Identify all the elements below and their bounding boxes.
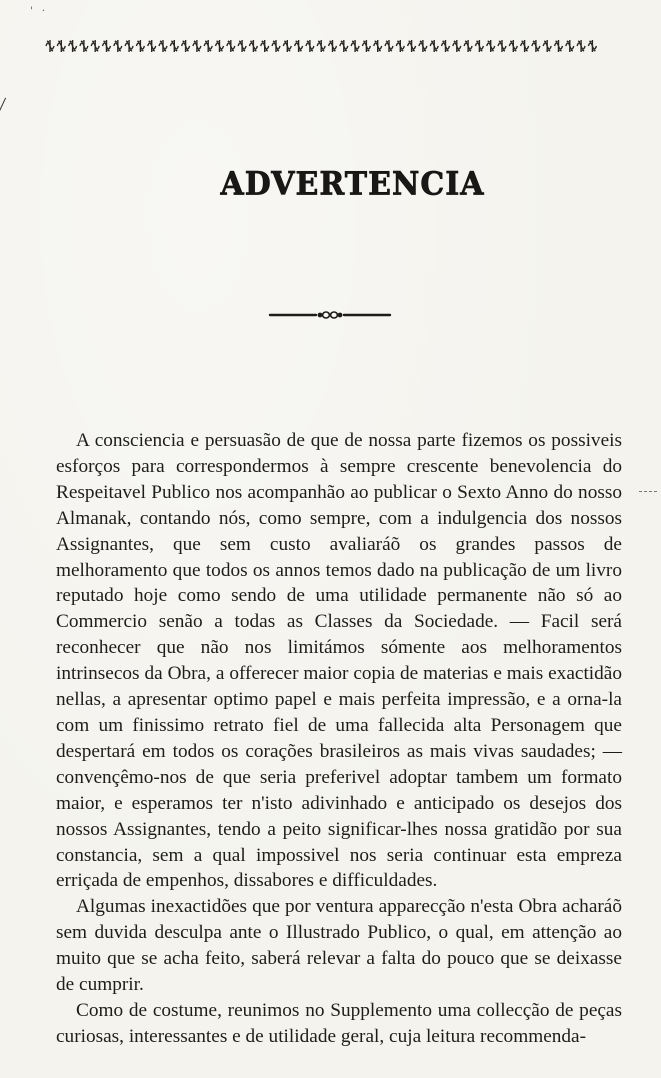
paragraph-3: Como de costume, reunimos no Supplemento uma collecção de peças curiosas, interessantes e de utilidade geral, cuja leitura recommenda- [56,999,622,1047]
ornament-link [442,40,450,52]
ornament-link [193,40,201,52]
page-title: ADVERTENCIA [220,166,485,203]
ornament-link [136,40,144,52]
ornament-link [408,40,416,52]
ornament-link [329,40,337,52]
ornament-link [374,40,382,52]
ornament-link [227,40,235,52]
ornament-link [283,40,291,52]
ornament-link [487,40,495,52]
ornament-link [170,40,178,52]
ornament-link [57,40,65,52]
ornament-link [385,40,393,52]
ornament-link [588,40,596,52]
ornament-link [204,40,212,52]
ornament-link [238,40,246,52]
ornament-link [498,40,506,52]
ornament-link [272,40,280,52]
ornament-link [543,40,551,52]
edge-mark [639,491,657,493]
ornament-link [430,40,438,52]
border-ornament-row [46,40,596,52]
ornament-link [532,40,540,52]
ornament-link [103,40,111,52]
ornament-link [69,40,77,52]
ornament-link [91,40,99,52]
ornament-link [125,40,133,52]
ornament-link [351,40,359,52]
ornament-link [577,40,585,52]
ornament-link [46,40,54,52]
ornament-link [340,40,348,52]
paragraph-1: A consciencia e persuasão de que de nossa parte fizemos os possiveis esforços para correspondermos à sempre crescente benevolencia do Respeitavel Publico nos acompanhão ao publicar o Sexto Anno do nosso Almanak, contando nós, como sempre, com a indulgencia dos nossos Assignantes, que sem custo avaliaráõ os grandes passos de melhoramento que todos os annos temos dado na publicação de um livro reputado hoje como sendo de uma utilidade permanente não só ao Commercio senão a todas as Classes da Sociedade. — Facil será reconhecer que não nos limitámos sómente aos melhoramentos intrinsecos da Obra, a offerecer maior copia de materias e mais exactidão nellas, a apresentar optimo papel e mais perfeita impressão, e a orna-la com um finissimo retrato fiel de uma fallecida alta Personagem que despertará em todos os corações brasileiros as mais vivas saudades; — convençêmo-nos de que seria preferivel adoptar tambem um formato maior, e esperamos ter n'isto adivinhado e anticipado os desejos dos nossos Assignantes, tendo a peito significar-lhes nossa gratidão por sua constancia, sem a qual impossivel nos seria continuar esta empreza erriçada de empenhos, dissabores e difficuldades. [56,430,622,892]
ornament-link [419,40,427,52]
ornament-link [159,40,167,52]
ornament-link [148,40,156,52]
speck-marks: ' · [30,6,49,17]
ornament-link [295,40,303,52]
ornament-link [261,40,269,52]
ornament-link [464,40,472,52]
margin-mark [0,98,10,113]
ornament-link [80,40,88,52]
ornament-link [362,40,370,52]
ornament-link [453,40,461,52]
ornament-link [182,40,190,52]
ornament-link [475,40,483,52]
ornament-link [249,40,257,52]
ornament-link [509,40,517,52]
ornament-link [114,40,122,52]
ornament-link [317,40,325,52]
ornament-link [555,40,563,52]
ornament-link [566,40,574,52]
ornament-link [216,40,224,52]
paragraph-2: Algumas inexactidões que por ventura apparecção n'esta Obra acharáõ sem duvida desculpa ante o Illustrado Publico, o qual, em attenção ao muito que se acha feito, saberá relevar a falta do pouco que se deixasse de cumprir. [56,896,622,996]
advertencia-text [56,428,622,1050]
ornament-link [306,40,314,52]
ornament-link [396,40,404,52]
title-divider [268,307,392,323]
ornamental-border [44,37,607,55]
ornament-link [521,40,529,52]
